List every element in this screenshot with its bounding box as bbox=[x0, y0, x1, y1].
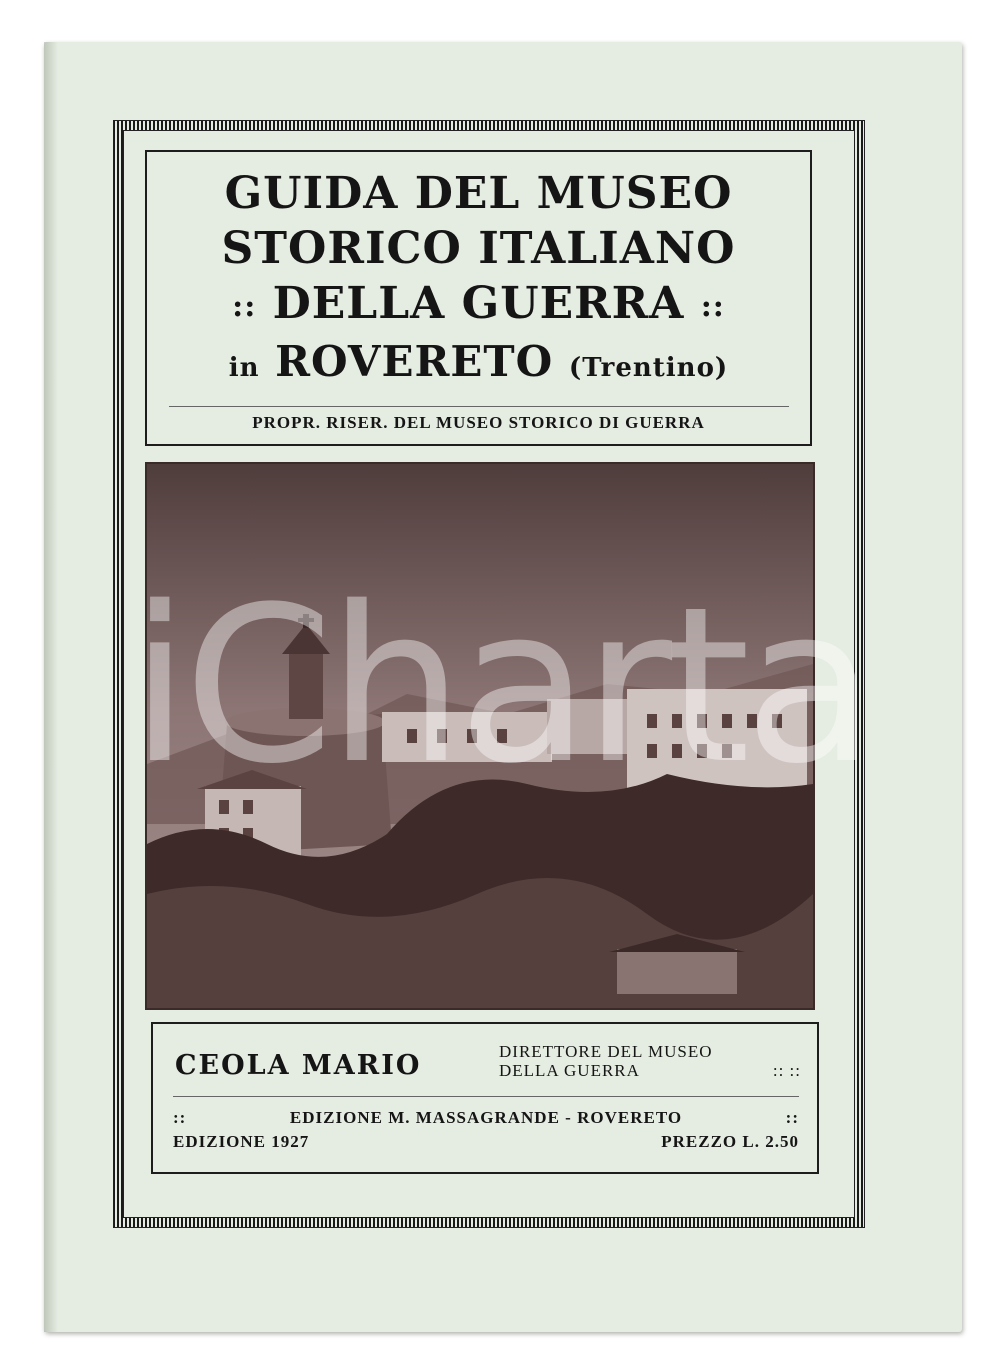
author-role-line-1: DIRETTORE DEL MUSEO bbox=[499, 1042, 713, 1061]
rights-notice: PROPR. RISER. DEL MUSEO STORICO DI GUERRA bbox=[252, 413, 705, 432]
title-line-3-text: DELLA GUERRA bbox=[272, 278, 685, 329]
publisher-dots-right: :: bbox=[785, 1108, 799, 1127]
title-dots-left: :: bbox=[232, 289, 257, 324]
price: PREZZO L. 2.50 bbox=[661, 1132, 799, 1151]
author-name: CEOLA MARIO bbox=[175, 1050, 422, 1081]
publisher-line bbox=[173, 1108, 799, 1128]
title-region: (Trentino) bbox=[568, 353, 729, 383]
author-role-line-2: DELLA GUERRA bbox=[499, 1061, 640, 1080]
author-publisher-box bbox=[151, 1022, 819, 1174]
castle-photo-illustration bbox=[147, 464, 813, 1008]
title-line-2: STORICO ITALIANO bbox=[221, 223, 736, 274]
title-line-3 bbox=[147, 276, 810, 334]
publisher-name: EDIZIONE M. MASSAGRANDE - ROVERETO bbox=[289, 1108, 683, 1127]
title-line-4 bbox=[147, 334, 810, 396]
author-role-dots: :: :: bbox=[772, 1061, 801, 1080]
title-in: in bbox=[228, 353, 260, 383]
title-line-1: GUIDA DEL MUSEO bbox=[224, 168, 733, 219]
author-role bbox=[499, 1042, 801, 1080]
title-dots-right: :: bbox=[700, 289, 725, 324]
edition-year: EDIZIONE 1927 bbox=[173, 1132, 310, 1151]
author-role-line-2-row bbox=[499, 1061, 801, 1080]
publisher-divider bbox=[173, 1096, 799, 1097]
title-city: ROVERETO bbox=[275, 337, 554, 386]
castle-photo bbox=[145, 462, 815, 1010]
title-box bbox=[145, 150, 812, 446]
title-divider bbox=[169, 406, 789, 407]
edition-price-line bbox=[173, 1132, 799, 1152]
spine-shadow bbox=[44, 42, 58, 1332]
watermark: iCharta bbox=[129, 560, 871, 811]
publisher-dots-left: :: bbox=[173, 1108, 187, 1127]
